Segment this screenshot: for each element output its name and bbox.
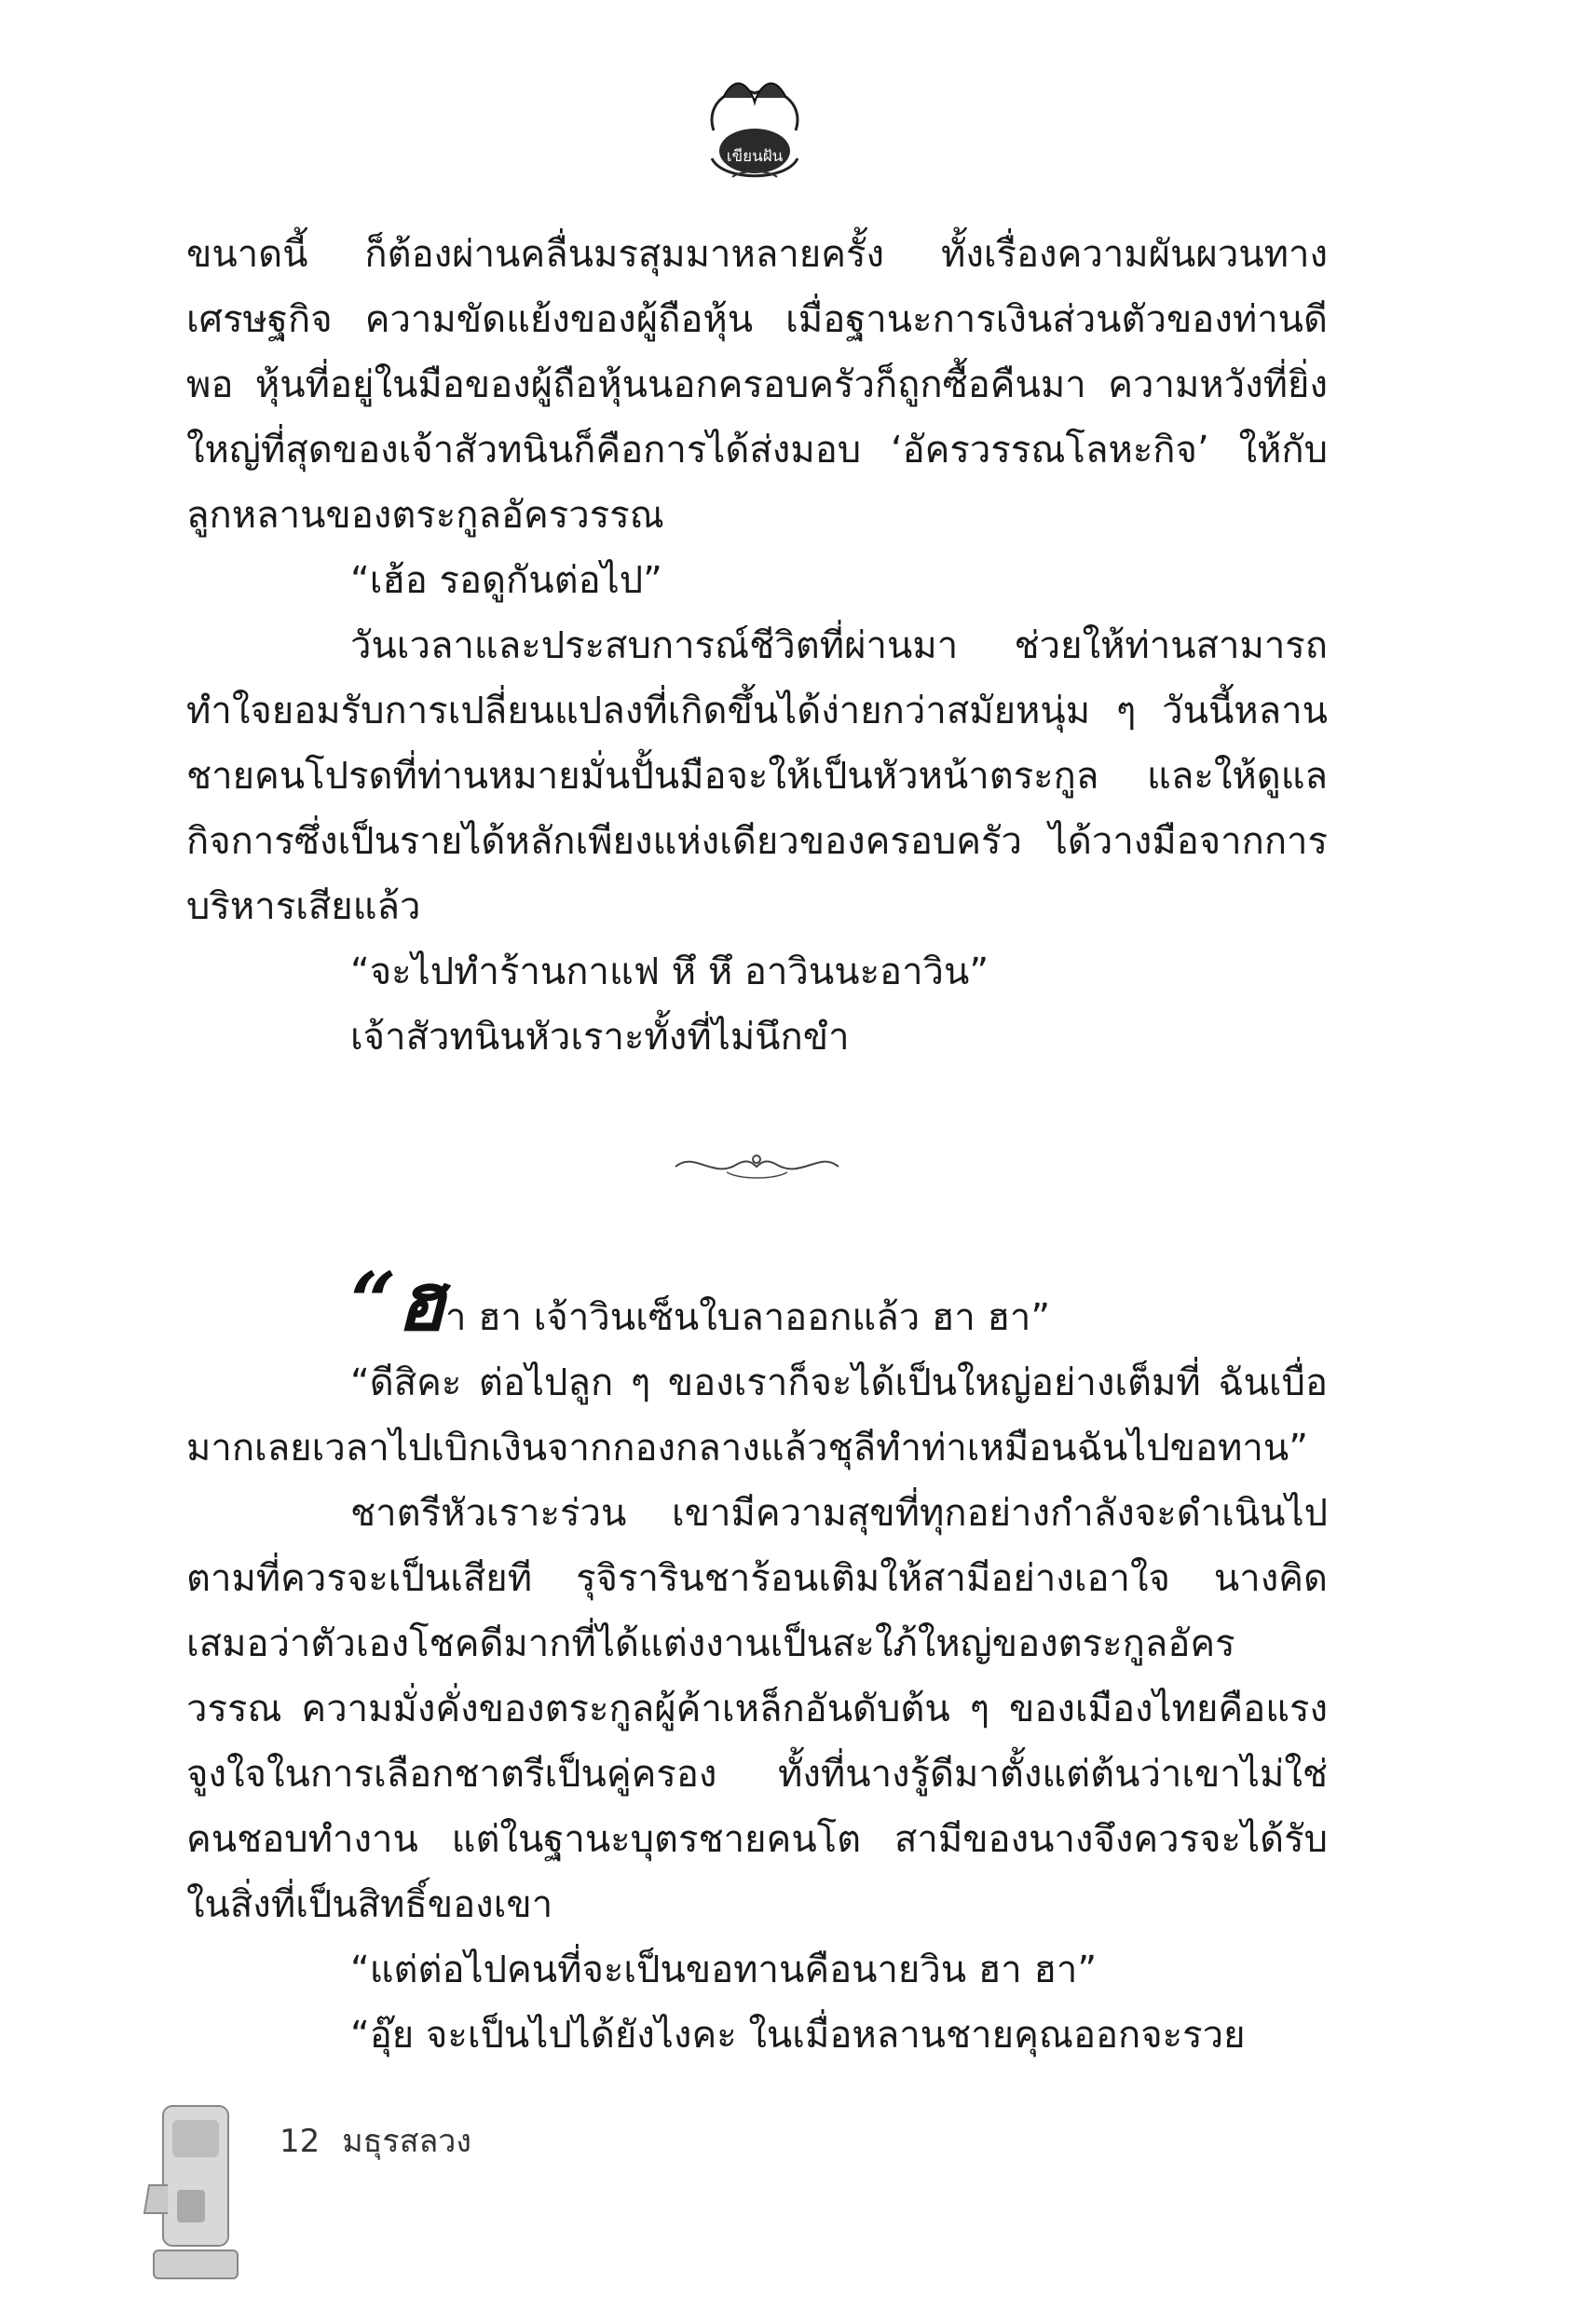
section-one <box>186 222 1328 1070</box>
section-divider <box>186 1070 1328 1275</box>
paragraph: ชาตรีหัวเราะร่วน เขามีความสุขที่ทุกอย่างกำลังจะดำเนินไปตามที่ควรจะเป็นเสียที รุจิรารินชาร้อนเติมให้สามีอย่างเอาใจ นางคิดเสมอว่าตัวเองโชคดีมากที่ได้แต่งงานเป็นสะใภ้ใหญ่ของตระกูลอัครวรรณ ความมั่งคั่งของตระกูลผู้ค้าเหล็กอันดับต้น ๆ ของเมืองไทยคือแรงจูงใจในการเลือกชาตรีเป็นคู่ครอง ทั้งที่นางรู้ดีมาตั้งแต่ต้นว่าเขาไม่ใช่คนชอบทำงาน แต่ในฐานะบุตรชายคนโต สามีของนางจึงควรจะได้รับในสิ่งที่เป็นสิทธิ์ของเขา <box>186 1492 1328 1926</box>
paragraph: “ดีสิคะ ต่อไปลูก ๆ ของเราก็จะได้เป็นใหญ่อย่างเต็มที่ ฉันเบื่อมากเลยเวลาไปเบิกเงินจากกองกลางแล้วชุลีทำท่าเหมือนฉันไปขอทาน” <box>186 1361 1328 1470</box>
publisher-emblem <box>695 65 814 185</box>
ornament-divider-icon <box>671 1146 843 1183</box>
paragraph: “จะไปทำร้านกาแฟ หึ หึ อาวินนะอาวิน” <box>350 950 989 993</box>
page-footer <box>280 2115 471 2166</box>
book-title: มธุรสลวง <box>342 2123 471 2160</box>
dropcap-rest: า ฮา เจ้าวินเซ็นใบลาออกแล้ว ฮา ฮา” <box>444 1296 1051 1339</box>
dropcap-letter: “ฮ <box>350 1255 445 1349</box>
paragraph: เจ้าสัวทนินหัวเราะทั้งที่ไม่นึกขำ <box>350 1016 850 1059</box>
emblem-text: เขียนฝัน <box>726 147 784 166</box>
paragraph: “แต่ต่อไปคนที่จะเป็นขอทานคือนายวิน ฮา ฮา” <box>350 1949 1098 1991</box>
body-text <box>186 222 1328 2068</box>
paragraph: “เฮ้อ รอดูกันต่อไป” <box>350 559 662 602</box>
dropcap-paragraph <box>186 1255 1328 1350</box>
paragraph: วันเวลาและประสบการณ์ชีวิตที่ผ่านมา ช่วยให้ท่านสามารถทำใจยอมรับการเปลี่ยนแปลงที่เกิดขึ้นได้ง่ายกว่าสมัยหนุ่ม ๆ วันนี้หลานชายคนโปรดที่ท่านหมายมั่นปั้นมือจะให้เป็นหัวหน้าตระกูล และให้ดูแลกิจการซึ่งเป็นรายได้หลักเพียงแห่งเดียวของครอบครัว ได้วางมือจากการบริหารเสียแล้ว <box>186 624 1328 928</box>
paragraph: “อุ๊ย จะเป็นไปได้ยังไงคะ ในเมื่อหลานชายคุณออกจะรวย <box>350 2014 1246 2057</box>
coffee-machine-icon <box>140 2097 242 2283</box>
section-two <box>186 1350 1328 2068</box>
paragraph: ขนาดนี้ ก็ต้องผ่านคลื่นมรสุมมาหลายครั้ง ทั้งเรื่องความผันผวนทางเศรษฐกิจ ความขัดแย้งของผู้ถือหุ้น เมื่อฐานะการเงินส่วนตัวของท่านดีพอ หุ้นที่อยู่ในมือของผู้ถือหุ้นนอกครอบครัวก็ถูกซื้อคืนมา ความหวังที่ยิ่งใหญ่ที่สุดของเจ้าสัวทนินก็คือการได้ส่งมอบ ‘อัครวรรณโลหะกิจ’ ให้กับลูกหลานของตระกูลอัครวรรณ <box>186 233 1328 537</box>
page-number: 12 <box>280 2123 321 2160</box>
